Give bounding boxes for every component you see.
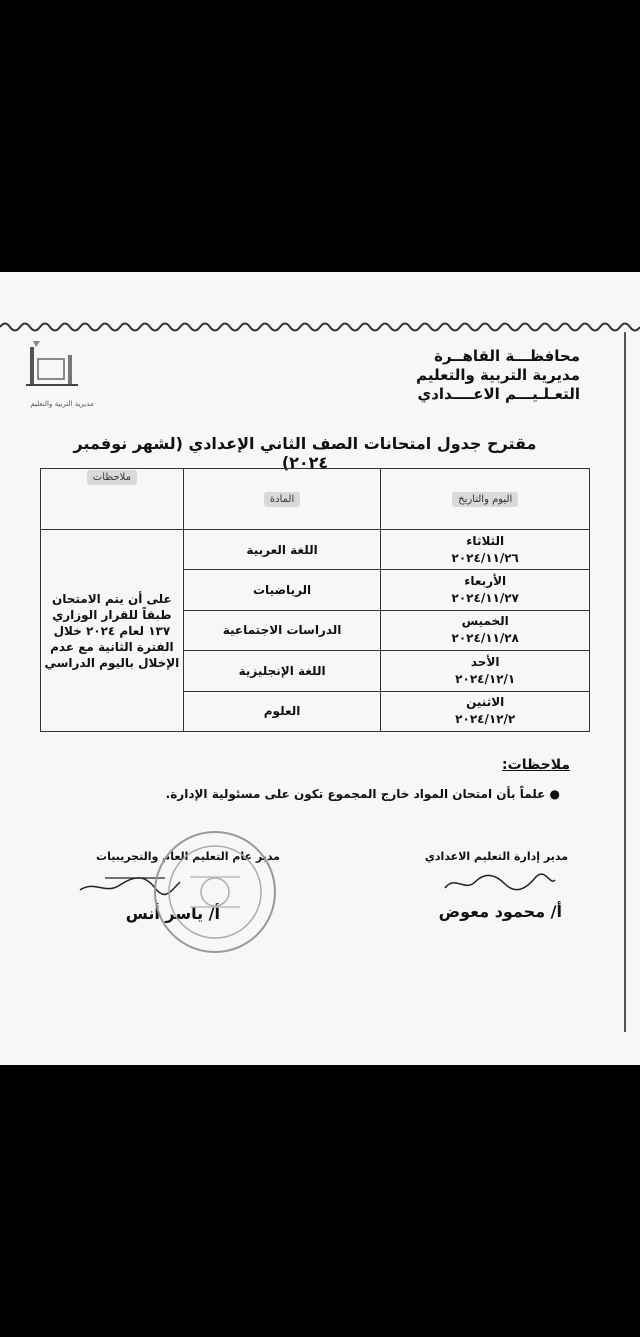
row-date: ٢٠٢٤/١١/٢٨ xyxy=(451,631,519,646)
left-signature-title: مدير عام التعليم العام والتجريبيات xyxy=(96,850,280,863)
exam-schedule-table xyxy=(40,468,590,732)
row-day: الأربعاء xyxy=(464,574,507,589)
left-signature-name: أ/ ياسر أنس xyxy=(125,904,220,923)
row-date: ٢٠٢٤/١٢/٢ xyxy=(455,712,516,727)
decorative-border xyxy=(0,320,640,334)
right-signature-title: مدير إدارة التعليم الاعدادي xyxy=(424,850,568,863)
table-row xyxy=(41,530,590,570)
right-handwritten-signature xyxy=(440,870,560,896)
department-line: التعـلـيـــم الاعــــدادي xyxy=(417,385,580,403)
header-day-date: اليوم والتاريخ xyxy=(452,492,518,507)
row-date: ٢٠٢٤/١٢/١ xyxy=(455,671,516,686)
header-subject: المادة xyxy=(264,492,300,507)
bullet-dot-icon: ● xyxy=(545,787,560,801)
page-edge-line xyxy=(624,332,626,1032)
row-date: ٢٠٢٤/١١/٢٦ xyxy=(451,550,519,565)
row-date: ٢٠٢٤/١١/٢٧ xyxy=(451,591,519,606)
row-subject: اللغة العربية xyxy=(183,530,381,570)
document-page xyxy=(0,272,640,1065)
notes-bullet: ● علماً بأن امتحان المواد خارج المجموع تكون على مسئولية الإدارة. xyxy=(165,787,560,801)
row-subject: الرياضيات xyxy=(183,570,381,610)
notes-heading: ملاحظات: xyxy=(502,757,570,773)
letterhead xyxy=(416,347,580,404)
row-subject: اللغة الإنجليزية xyxy=(183,651,381,691)
row-subject: الدراسات الاجتماعية xyxy=(183,610,381,650)
directorate-line: مديرية التربية والتعليم xyxy=(416,366,580,384)
row-day: الاثنين xyxy=(466,695,505,710)
row-subject: العلوم xyxy=(183,691,381,731)
logo-caption: مديرية التربية والتعليم xyxy=(30,400,94,408)
row-day: الخميس xyxy=(461,614,509,629)
official-stamp-seal xyxy=(150,827,280,957)
note-cell: على أن يتم الامتحان طبقاً للقرار الوزاري ١٣٧ لعام ٢٠٢٤ خلال الفترة الثانية مع عدم الإخلال باليوم الدراسي xyxy=(41,530,184,732)
table-header-row xyxy=(41,469,590,530)
governorate-line: محافظـــة القاهــرة xyxy=(434,347,580,365)
right-signature-name: أ/ محمود معوض xyxy=(438,902,562,921)
document-title: مقترح جدول امتحانات الصف الثاني الإعدادي (لشهر نوفمبر ٢٠٢٤) xyxy=(73,434,537,472)
row-day: الثلاثاء xyxy=(466,533,505,548)
header-notes: ملاحظات xyxy=(87,470,137,485)
row-day: الأحد xyxy=(470,654,500,669)
